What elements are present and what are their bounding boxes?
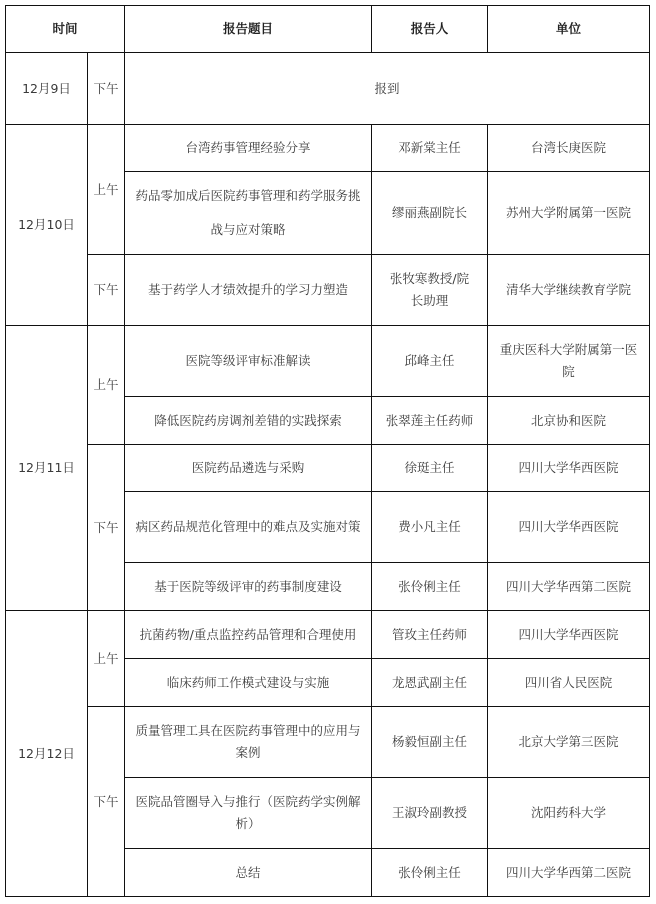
period-cell: 上午 — [88, 125, 125, 255]
date-cell: 12月11日 — [6, 326, 88, 611]
unit-cell: 台湾长庚医院 — [488, 125, 650, 172]
period-cell: 下午 — [88, 445, 125, 611]
header-topic: 报告题目 — [125, 6, 372, 53]
table-row — [6, 445, 650, 492]
period-cell: 下午 — [88, 255, 125, 326]
speaker-cell: 王淑玲副教授 — [372, 778, 488, 849]
speaker-cell: 邓新棠主任 — [372, 125, 488, 172]
topic-cell: 医院药品遴选与采购 — [125, 445, 372, 492]
speaker-cell: 缪丽燕副院长 — [372, 172, 488, 255]
speaker-cell: 费小凡主任 — [372, 492, 488, 563]
unit-cell: 清华大学继续教育学院 — [488, 255, 650, 326]
unit-cell: 北京协和医院 — [488, 397, 650, 445]
speaker-cell: 张翠莲主任药师 — [372, 397, 488, 445]
speaker-cell: 张伶俐主任 — [372, 563, 488, 611]
topic-cell: 降低医院药房调剂差错的实践探索 — [125, 397, 372, 445]
header-time: 时间 — [6, 6, 125, 53]
unit-cell: 沈阳药科大学 — [488, 778, 650, 849]
table-row — [6, 53, 650, 125]
topic-cell: 总结 — [125, 849, 372, 897]
topic-cell: 台湾药事管理经验分享 — [125, 125, 372, 172]
date-cell: 12月9日 — [6, 53, 88, 125]
topic-cell: 医院品管圈导入与推行（医院药学实例解析） — [125, 778, 372, 849]
speaker-cell: 张牧寒教授/院长助理 — [372, 255, 488, 326]
topic-cell: 病区药品规范化管理中的难点及实施对策 — [125, 492, 372, 563]
unit-cell: 重庆医科大学附属第一医院 — [488, 326, 650, 397]
speaker-cell: 徐珽主任 — [372, 445, 488, 492]
table-row — [6, 125, 650, 172]
unit-cell: 四川省人民医院 — [488, 659, 650, 707]
speaker-cell: 杨毅恒副主任 — [372, 707, 488, 778]
period-cell: 上午 — [88, 611, 125, 707]
period-cell: 下午 — [88, 53, 125, 125]
table-row — [6, 255, 650, 326]
topic-cell: 基于药学人才绩效提升的学习力塑造 — [125, 255, 372, 326]
header-row — [6, 6, 650, 53]
speaker-cell: 管玫主任药师 — [372, 611, 488, 659]
topic-cell: 药品零加成后医院药事管理和药学服务挑战与应对策略 — [125, 172, 372, 255]
period-cell: 下午 — [88, 707, 125, 897]
header-unit: 单位 — [488, 6, 650, 53]
date-cell: 12月10日 — [6, 125, 88, 326]
speaker-cell: 龙恩武副主任 — [372, 659, 488, 707]
registration-cell: 报到 — [125, 53, 650, 125]
unit-cell: 四川大学华西医院 — [488, 492, 650, 563]
topic-cell: 基于医院等级评审的药事制度建设 — [125, 563, 372, 611]
period-cell: 上午 — [88, 326, 125, 445]
table-row — [6, 326, 650, 397]
table-row — [6, 611, 650, 659]
unit-cell: 四川大学华西第二医院 — [488, 849, 650, 897]
topic-cell: 医院等级评审标准解读 — [125, 326, 372, 397]
unit-cell: 四川大学华西医院 — [488, 445, 650, 492]
date-cell: 12月12日 — [6, 611, 88, 897]
header-speaker: 报告人 — [372, 6, 488, 53]
unit-cell: 四川大学华西第二医院 — [488, 563, 650, 611]
speaker-cell: 邱峰主任 — [372, 326, 488, 397]
speaker-cell: 张伶俐主任 — [372, 849, 488, 897]
unit-cell: 四川大学华西医院 — [488, 611, 650, 659]
topic-cell: 临床药师工作模式建设与实施 — [125, 659, 372, 707]
table-row — [6, 707, 650, 778]
unit-cell: 苏州大学附属第一医院 — [488, 172, 650, 255]
schedule-table — [5, 5, 650, 897]
unit-cell: 北京大学第三医院 — [488, 707, 650, 778]
topic-cell: 质量管理工具在医院药事管理中的应用与案例 — [125, 707, 372, 778]
topic-cell: 抗菌药物/重点监控药品管理和合理使用 — [125, 611, 372, 659]
